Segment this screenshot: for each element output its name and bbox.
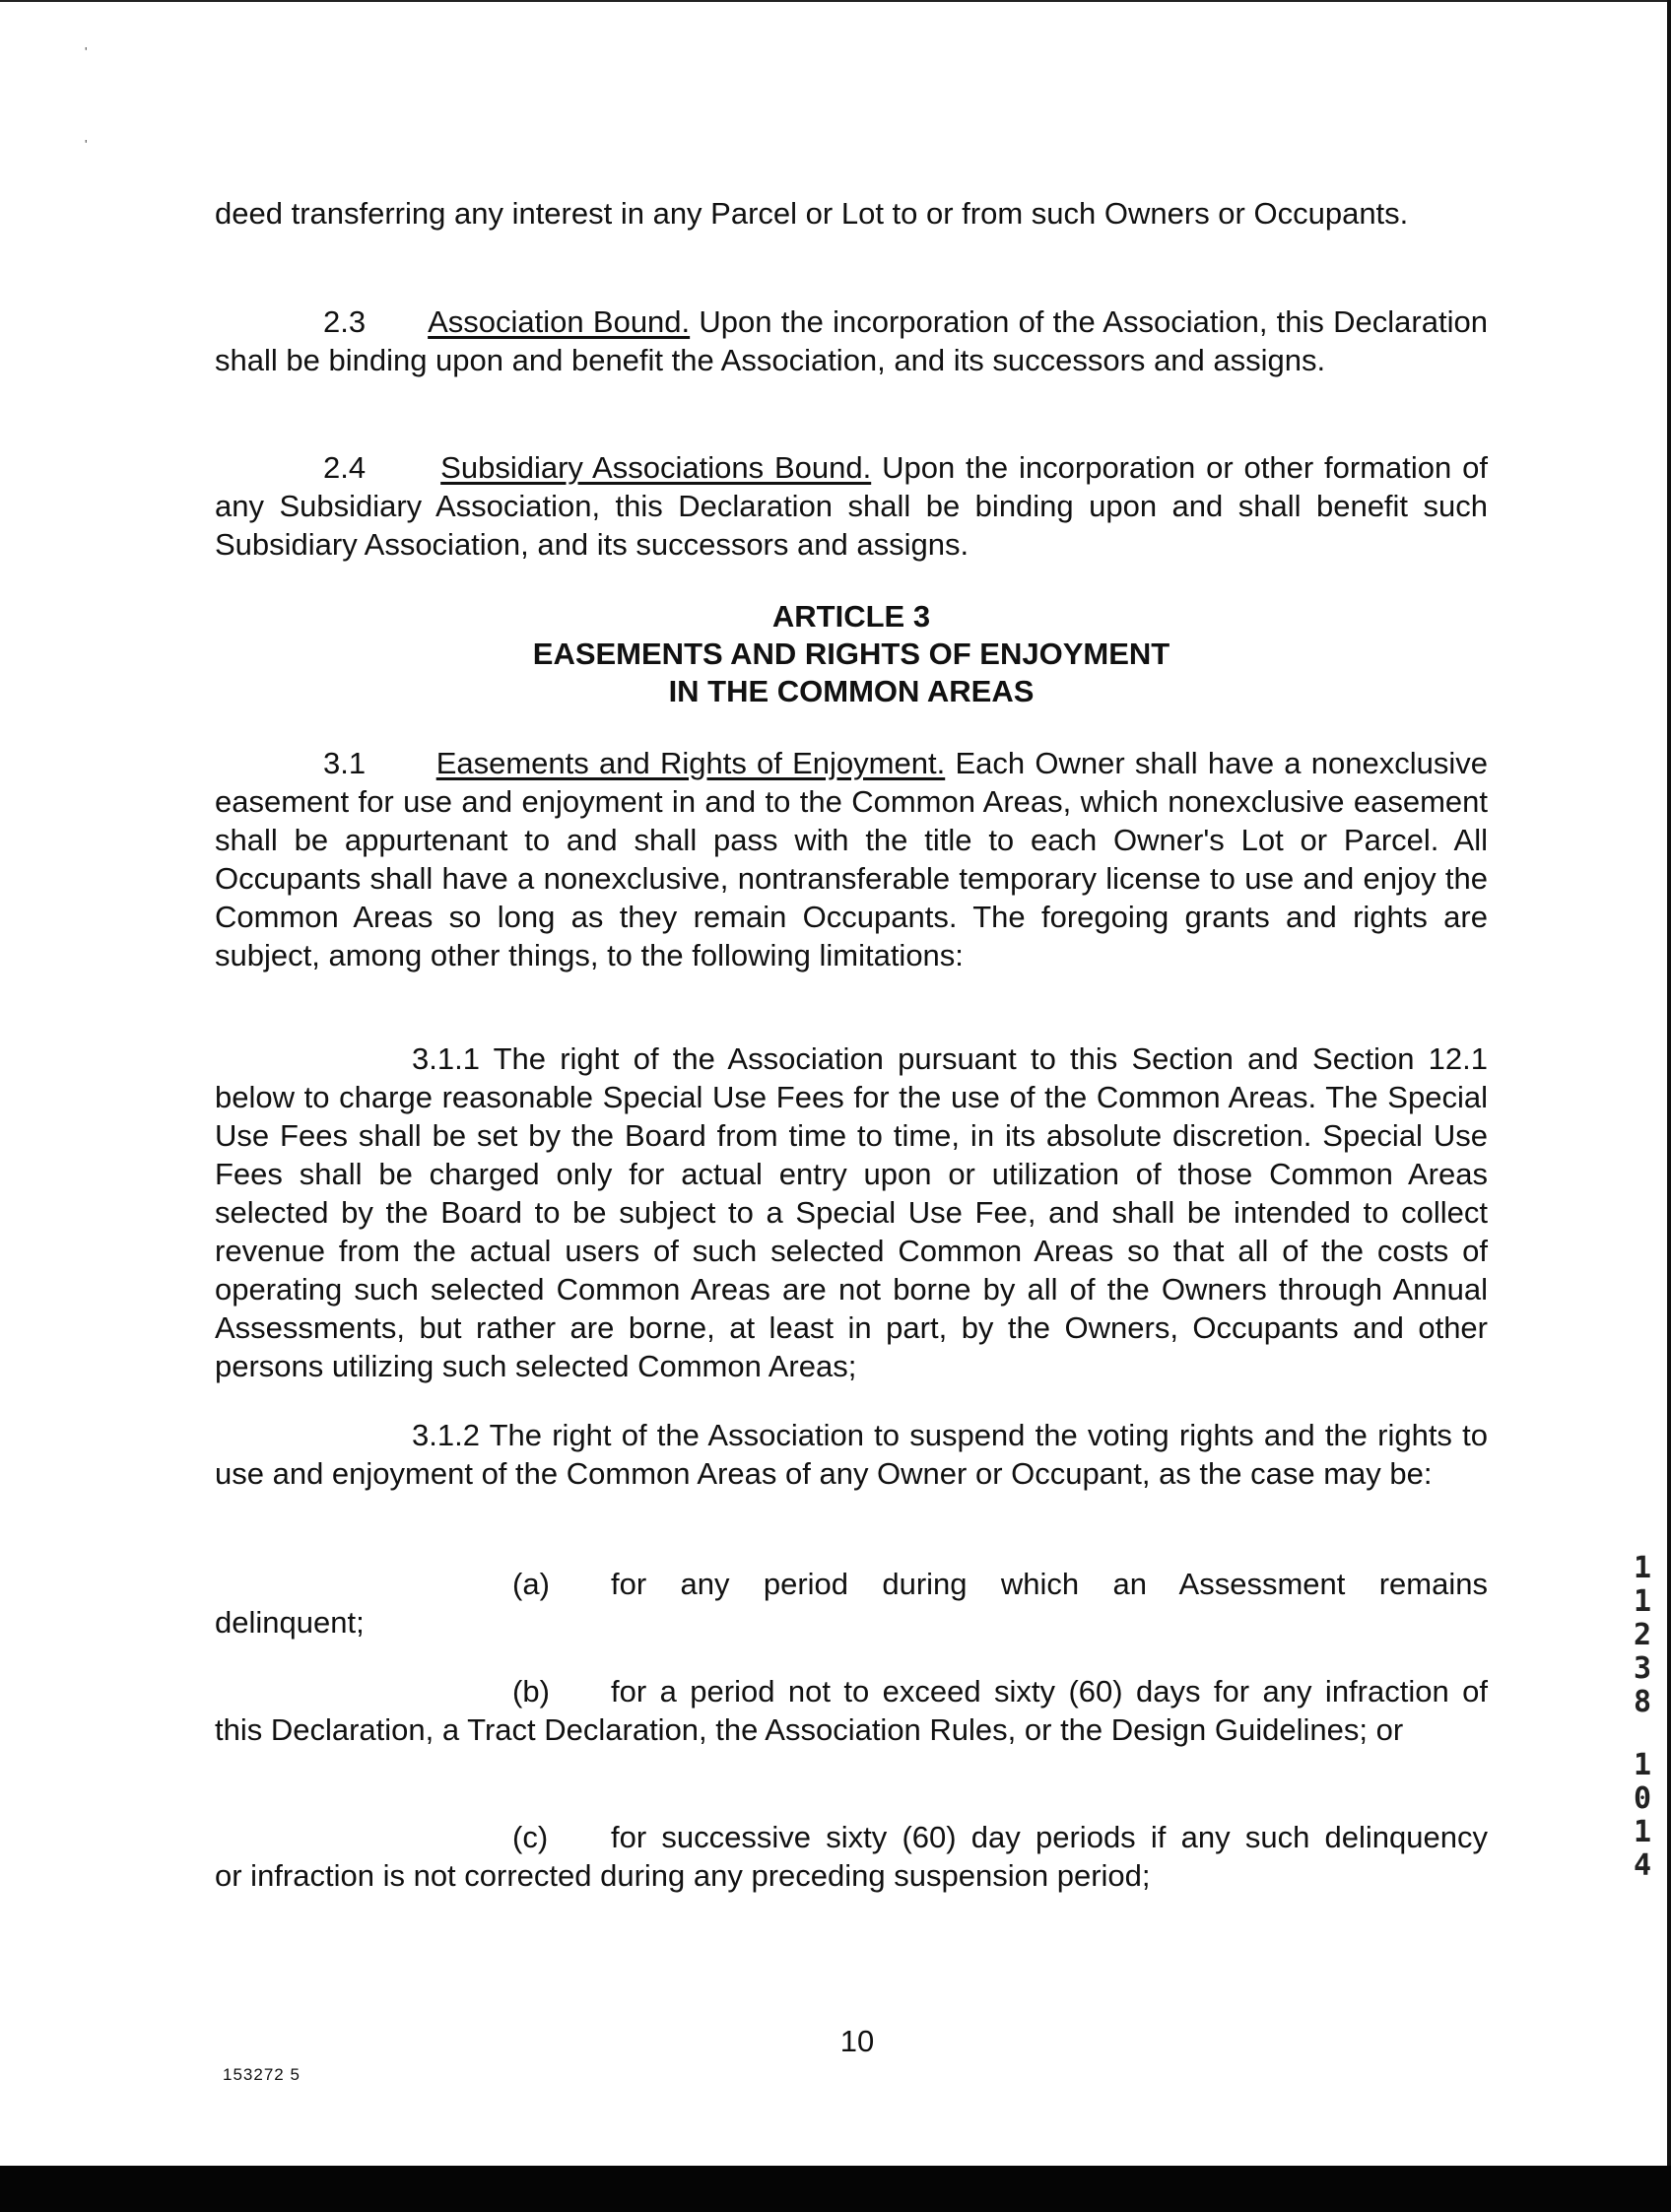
sub-item-label: (b) [512,1674,550,1709]
article-heading [215,598,1488,710]
page-number: 10 [839,2024,875,2058]
section-number: 3.1 [323,746,367,780]
paragraph-continuation: deed transferring any interest in any Parcel or Lot to or from such Owners or Occupants. [215,196,1409,231]
section-title: Association Bound. [428,304,691,339]
stamp-char: 0 [1633,1781,1652,1816]
stamp-char: 3 [1633,1651,1652,1686]
sub-item-a [215,1565,1488,1642]
section-number: 2.4 [323,450,367,485]
stamp-char: 1 [1633,1748,1652,1782]
sub-item-continuation: this Declaration, a Tract Declaration, the Association Rules, or the Design Guidelines; or [215,1712,1404,1747]
stamp-char: 2 [1633,1618,1652,1652]
sub-item-label: (a) [512,1567,550,1601]
section-3-1-1: 3.1.1 The right of the Association pursuant to this Section and Section 12.1 below to charge reasonable Special Use Fees for the use of the Common Areas. The Special Use Fees shall be set by the Board from time to time, in its absolute discretion. Special Use Fees shall be charged only for actual entry upon or utilization of those Common Areas selected by the Board to be subject to a Special Use Fee, and shall be intended to collect revenue from the actual users of such selected Common Areas so that all of the costs of operating such selected Common Areas are not borne by all of the Owners through Annual Assessments, but rather are borne, at least in part, by the Owners, Occupants and other persons utilizing such selected Common Areas; [215,1041,1488,1383]
stamp-char: 8 [1633,1685,1652,1719]
document-id: 153272 5 [223,2065,301,2084]
scan-mark: ' [85,44,88,59]
article-title-line-2: IN THE COMMON AREAS [668,674,1035,708]
stamp-char: 1 [1633,1584,1652,1619]
section-2-4 [215,448,1488,564]
article-title-line-1: EASEMENTS AND RIGHTS OF ENJOYMENT [532,637,1170,671]
stamp-char: 1 [1633,1815,1652,1849]
sub-item-text: for successive sixty (60) day periods if any such delinquency [611,1820,1488,1854]
section-3-1 [215,744,1488,974]
sub-item-c [215,1818,1488,1895]
sub-item-continuation: delinquent; [215,1605,365,1640]
sub-item-text: for any period during which an Assessment remains [611,1567,1488,1601]
section-title: Easements and Rights of Enjoyment. [435,746,946,780]
margin-stamp-top [1628,1552,1657,1719]
sub-item-continuation: or infraction is not corrected during any preceding suspension period; [215,1858,1151,1893]
stamp-char: 1 [1633,1551,1652,1585]
section-number: 2.3 [323,304,367,339]
section-text: Upon the incorporation or other formation of any Subsidiary Association, this Declaration shall be binding upon and shall benefit such Subsidiary Association, and its successors and assigns. [215,450,1488,562]
section-2-3 [215,302,1488,379]
scan-edge-top [0,0,1671,2]
section-3-1-2: 3.1.2 The right of the Association to suspend the voting rights and the rights to use and enjoyment of the Common Areas of any Owner or Occupant, as the case may be: [215,1418,1488,1491]
article-number: ARTICLE 3 [771,599,931,634]
section-text: Upon the incorporation of the Association, this Declaration shall be binding upon and benefit the Association, and its successors and assigns. [215,304,1488,377]
scan-edge-bottom [0,2166,1671,2212]
scan-edge-right [1667,0,1671,2212]
stamp-char: 4 [1633,1848,1652,1883]
scan-mark: ' [85,137,88,152]
section-title: Subsidiary Associations Bound. [440,450,872,485]
sub-item-text: for a period not to exceed sixty (60) days for any infraction of [611,1674,1488,1709]
sub-item-b [215,1672,1488,1749]
section-text: Each Owner shall have a nonexclusive easement for use and enjoyment in and to the Common Areas, which nonexclusive easement shall be appurtenant to and shall pass with the title to each Owner's Lot or Parcel. All Occupants shall have a nonexclusive, nontransferable temporary license to use and enjoy the Common Areas so long as they remain Occupants. The foregoing grants and rights are subject, among other things, to the following limitations: [215,746,1488,972]
sub-item-label: (c) [512,1820,549,1854]
margin-stamp-bottom [1628,1749,1657,1883]
